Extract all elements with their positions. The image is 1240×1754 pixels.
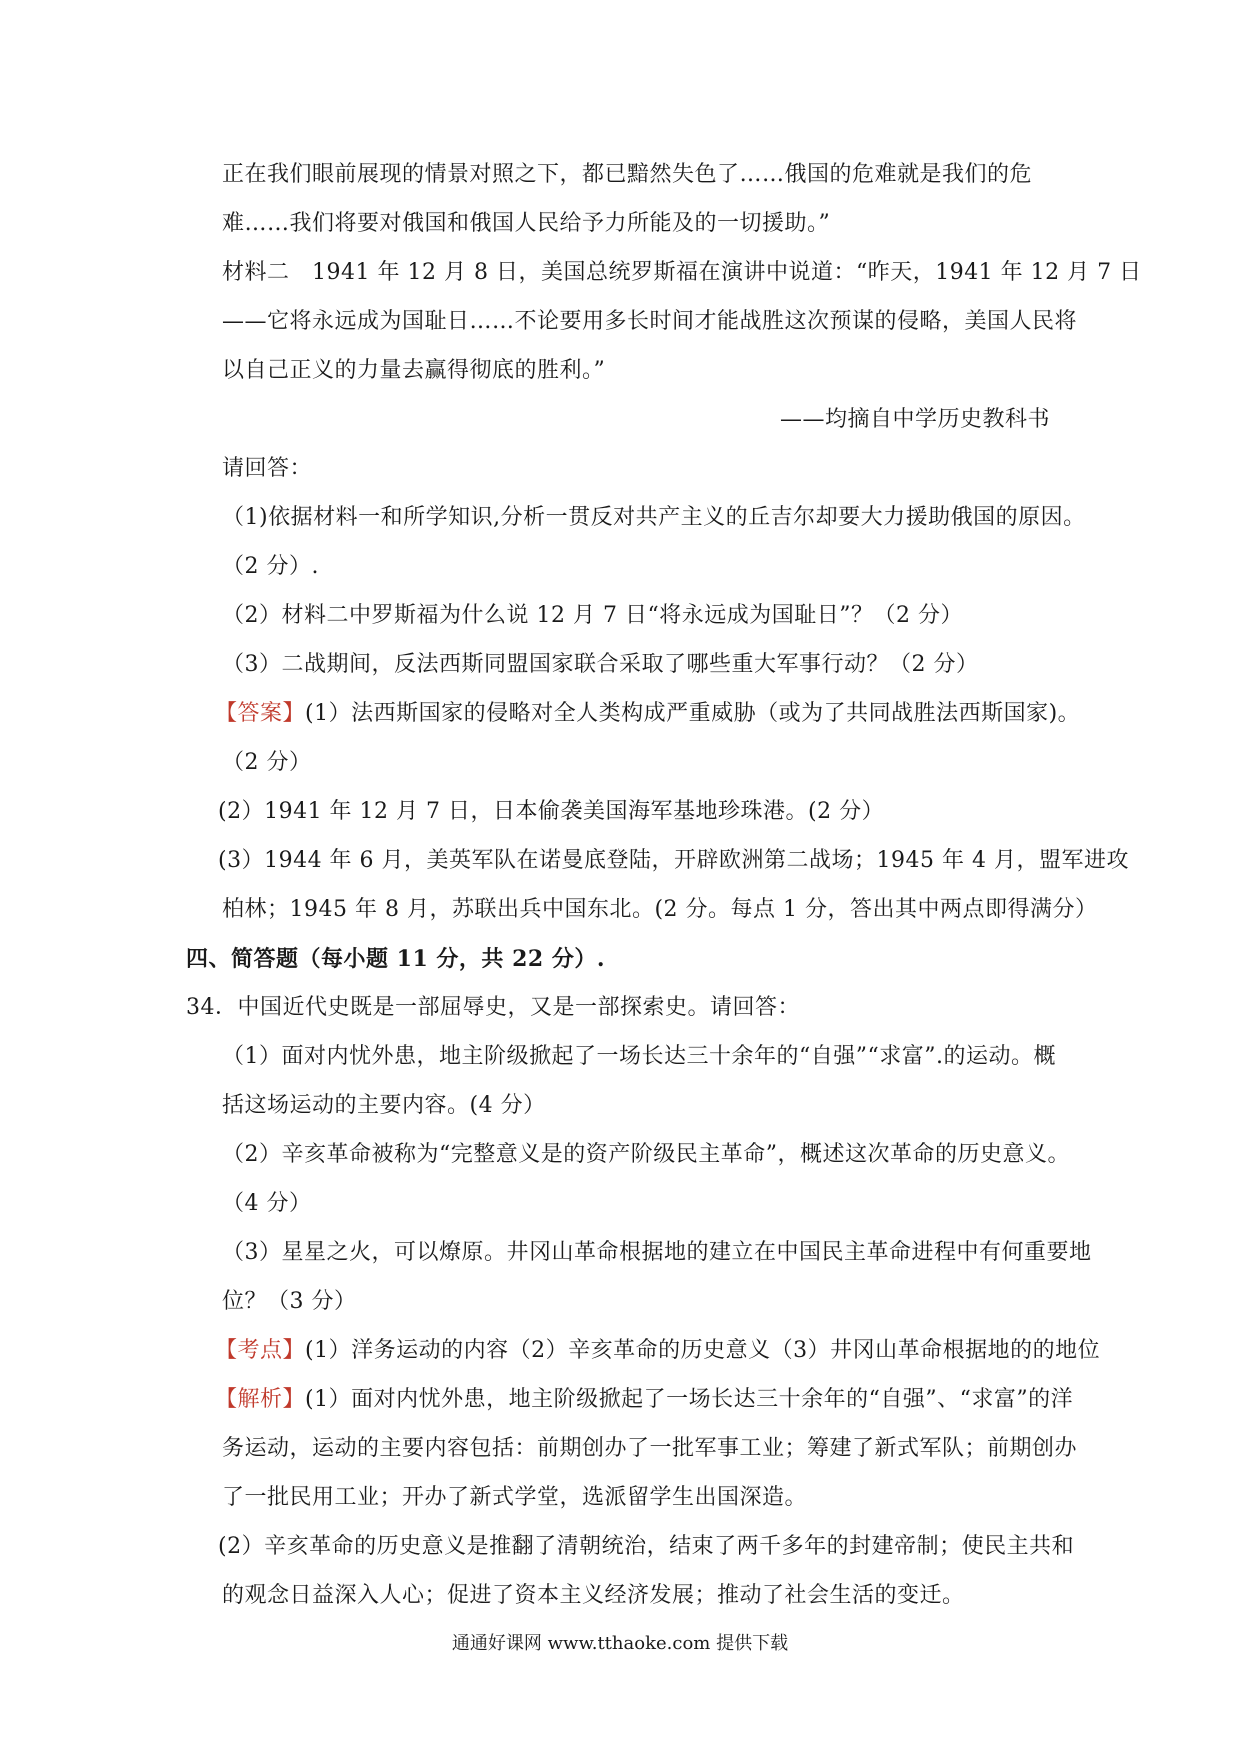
material-source: ——均摘自中学历史教科书 (779, 407, 1050, 432)
material2-line2: ——它将永远成为国耻日……不论要用多长时间才能战胜这次预谋的侵略，美国人民将 (222, 309, 1078, 334)
question34-q3-line2: 位？（3 分） (222, 1289, 357, 1314)
keypoint-tag: 【考点】 (215, 1338, 306, 1363)
page-footer: 通通好课网 www.tthaoke.com 提供下载 (451, 1633, 789, 1654)
analysis34-p1-line2: 务运动，运动的主要内容包括：前期创办了一批军事工业；筹建了新式军队；前期创办 (222, 1436, 1078, 1461)
answer33-a2: (2）1941 年 12 月 7 日，日本偷袭美国海军基地珍珠港。(2 分） (218, 799, 885, 824)
answer33-a3-line1: (3）1944 年 6 月，美英军队在诺曼底登陆，开辟欧洲第二战场；1945 年 4 月，盟军进攻 (218, 848, 1130, 873)
answer33-line1 (215, 699, 1080, 729)
keypoint34 (215, 1336, 1100, 1366)
answer-tag: 【答案】 (215, 701, 306, 726)
question34-q1-line1: （1）面对内忧外患，地主阶级掀起了一场长达三十余年的“自强”“求富”.的运动。概 (222, 1044, 1056, 1069)
analysis34-p2-line1: (2）辛亥革命的历史意义是推翻了清朝统治，结束了两千多年的封建帝制；使民主共和 (218, 1534, 1075, 1559)
answer33-a3-line2: 柏林；1945 年 8 月，苏联出兵中国东北。(2 分。每点 1 分，答出其中两点即得满分） (222, 897, 1098, 922)
material1-line1: 正在我们眼前展现的情景对照之下，都已黯然失色了……俄国的危难就是我们的危 (222, 162, 1033, 187)
question33-q2: （2）材料二中罗斯福为什么说 12 月 7 日“将永远成为国耻日”？（2 分） (222, 603, 963, 628)
question34-stem: 34．中国近代史既是一部屈辱史，又是一部探索史。请回答： (186, 995, 800, 1020)
question33-q1-line2: （2 分）. (222, 554, 319, 579)
answer33-a1-line1: (1）法西斯国家的侵略对全人类构成严重威胁（或为了共同战胜法西斯国家)。 (305, 701, 1081, 726)
keypoint34-text: (1）洋务运动的内容（2）辛亥革命的历史意义（3）井冈山革命根据地的的地位 (305, 1338, 1101, 1363)
question33-q1-line1: （1)依据材料一和所学知识,分析一贯反对共产主义的丘吉尔却要大力援助俄国的原因。 (222, 505, 1086, 530)
section4-heading: 四、简答题（每小题 11 分，共 22 分）. (186, 946, 606, 972)
analysis-tag: 【解析】 (215, 1387, 306, 1412)
answer33-a1-line2: （2 分） (222, 750, 312, 775)
analysis34-p1-line1: (1）面对内忧外患，地主阶级掀起了一场长达三十余年的“自强”、“求富”的洋 (305, 1387, 1074, 1412)
question33-prompt: 请回答： (222, 456, 313, 481)
analysis34-p1-line3: 了一批民用工业；开办了新式学堂，选派留学生出国深造。 (222, 1485, 808, 1510)
material2-line3: 以自己正义的力量去赢得彻底的胜利。” (222, 358, 606, 383)
question34-q3-line1: （3）星星之火，可以燎原。井冈山革命根据地的建立在中国民主革命进程中有何重要地 (222, 1240, 1092, 1265)
question34-q2-line2: （4 分） (222, 1191, 312, 1216)
question33-q3: （3）二战期间，反法西斯同盟国家联合采取了哪些重大军事行动？（2 分） (222, 652, 979, 677)
question34-q2-line1: （2）辛亥革命被称为“完整意义是的资产阶级民主革命”，概述这次革命的历史意义。 (222, 1142, 1070, 1167)
analysis34-line1 (215, 1385, 1073, 1415)
analysis34-p2-line2: 的观念日益深入人心；促进了资本主义经济发展；推动了社会生活的变迁。 (222, 1583, 965, 1608)
question34-q1-line2: 括这场运动的主要内容。(4 分） (222, 1093, 546, 1118)
material1-line2: 难……我们将要对俄国和俄国人民给予力所能及的一切援助。” (222, 211, 831, 236)
material2-line1: 材料二 1941 年 12 月 8 日，美国总统罗斯福在演讲中说道：“昨天，1941 年 12 月 7 日 (222, 260, 1142, 285)
